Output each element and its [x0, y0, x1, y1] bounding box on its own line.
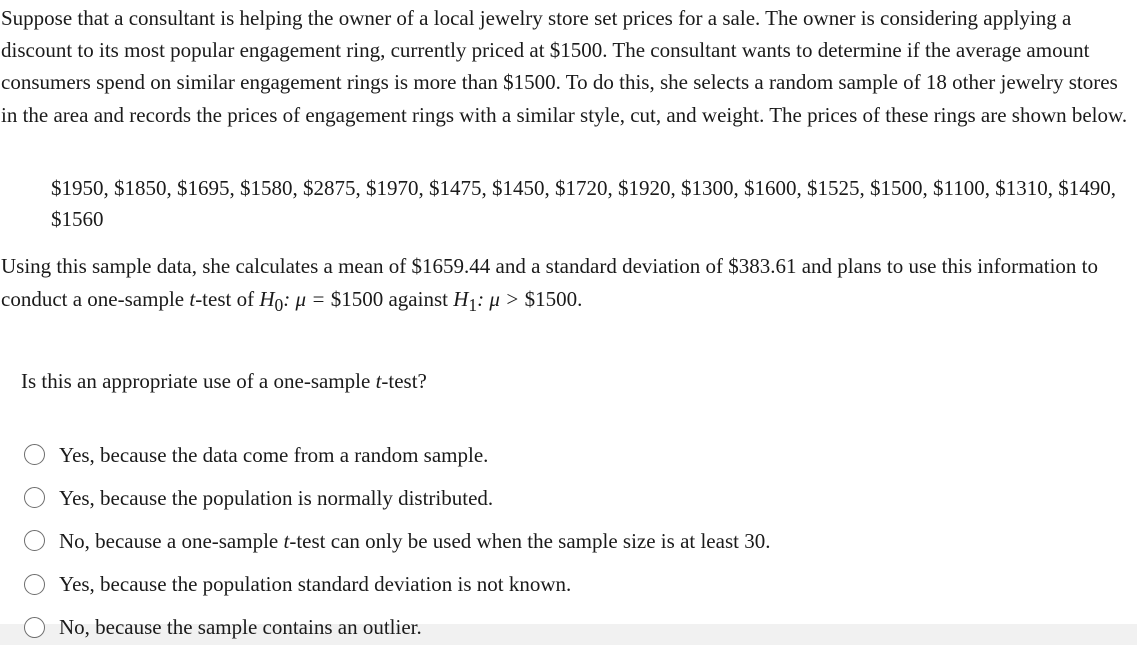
question-prompt — [21, 366, 427, 396]
radio-button[interactable] — [24, 444, 45, 465]
null-hypothesis-subscript: 0 — [274, 294, 284, 315]
stats-text-middle: -test of — [195, 286, 260, 311]
answer-option-2[interactable] — [0, 476, 1137, 519]
answer-option-label: No, because the sample contains an outlier. — [59, 615, 422, 640]
answer-option-label — [59, 528, 770, 554]
radio-button[interactable] — [24, 487, 45, 508]
t-symbol: t — [189, 286, 196, 311]
alternative-hypothesis-symbol: H — [453, 286, 469, 311]
alternative-hypothesis-subscript: 1 — [468, 294, 478, 315]
alternative-hypothesis-value: $1500. — [524, 286, 583, 311]
answer-option-label: Yes, because the data come from a random sample. — [59, 442, 489, 467]
radio-button[interactable] — [24, 574, 45, 595]
answer-option-3[interactable] — [0, 519, 1137, 562]
question-text-after: -test? — [381, 369, 427, 393]
answer-option-label: Yes, because the population standard deviation is not known. — [59, 572, 572, 597]
radio-button[interactable] — [24, 530, 45, 551]
t-symbol: t — [283, 528, 290, 553]
stats-text-before: Using this sample data, she calculates a mean of $1659.44 and a standard deviation of $383.61 and plans to use this information to conduct a one-sample — [1, 254, 1099, 311]
t-symbol: t — [375, 369, 382, 393]
answer-option-4[interactable] — [0, 563, 1137, 606]
radio-button[interactable] — [24, 617, 45, 638]
problem-intro: Suppose that a consultant is helping the owner of a local jewelry store set prices for a sale. The owner is considering applying a discount to its most popular engagement ring, currently priced at $1500. The consultant wants to determine if the average amount consumers spend on similar engagement rings is more than $1500. To do this, she selects a random sample of 18 other jewelry stores in the area and records the prices of engagement rings with a similar style, cut, and weight. The prices of these rings are shown below. — [1, 6, 1128, 127]
answer-options — [0, 433, 1137, 649]
null-hypothesis-relation: : μ = — [283, 286, 331, 311]
answer-option-5[interactable] — [0, 606, 1137, 649]
null-hypothesis-symbol: H — [259, 286, 275, 311]
question-text-before: Is this an appropriate use of a one-sample — [21, 369, 376, 393]
sample-statistics-text — [1, 250, 1135, 321]
null-hypothesis-value: $1500 against — [330, 286, 454, 311]
option-text-before: No, because a one-sample — [59, 528, 284, 553]
option-text-after: -test can only be used when the sample size is at least 30. — [289, 528, 771, 553]
alternative-hypothesis-relation: : μ > — [477, 286, 525, 311]
ring-prices-list: $1950, $1850, $1695, $1580, $2875, $1970, $1475, $1450, $1720, $1920, $1300, $1600, $1525, $1500, $1100, $1310, $1490, $1560 — [51, 176, 1116, 231]
answer-option-1[interactable] — [0, 433, 1137, 476]
answer-option-label: Yes, because the population is normally distributed. — [59, 485, 494, 510]
